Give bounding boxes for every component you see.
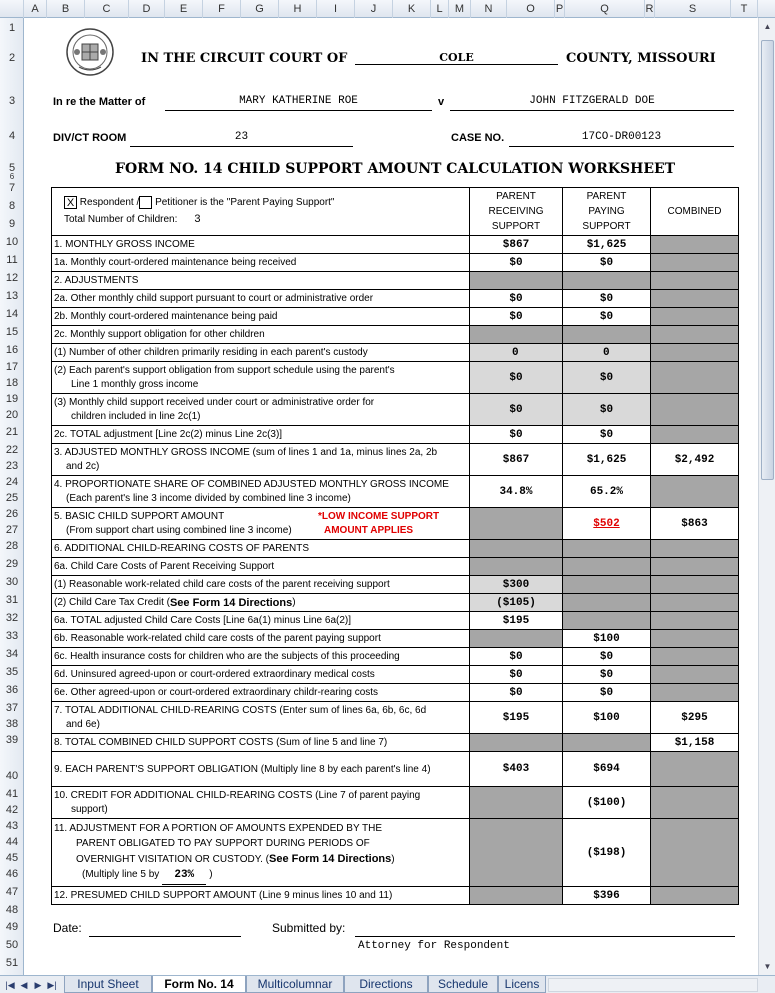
line-2c3-receiving[interactable]: $0	[470, 394, 563, 425]
col-header-k[interactable]: K	[393, 0, 431, 18]
table-row	[52, 272, 739, 290]
combined-gray-cell	[651, 272, 739, 289]
case-no-label: CASE NO.	[451, 132, 505, 144]
column-header-bar	[0, 0, 775, 18]
table-row	[52, 702, 739, 734]
line-11-multiply-close: )	[209, 869, 213, 880]
line-2c-total-receiving[interactable]: $0	[470, 426, 563, 443]
combined-gray-cell	[651, 887, 739, 904]
missouri-seal-icon	[65, 27, 115, 77]
line-1-paying[interactable]: $1,625	[563, 236, 651, 253]
row-header[interactable]: 39	[5, 734, 19, 746]
combined-gray-cell	[651, 236, 739, 253]
combined-header: COMBINED	[651, 188, 739, 235]
row-header[interactable]: 7	[8, 182, 16, 194]
table-row	[52, 444, 739, 476]
row-header[interactable]: 43	[5, 820, 19, 832]
paying-gray-cell	[563, 272, 651, 289]
line-6a2-close: )	[292, 597, 296, 608]
receiving-gray-cell	[470, 540, 563, 557]
row-header[interactable]: 18	[5, 377, 19, 389]
col-header-f[interactable]: F	[203, 0, 241, 18]
calculation-table	[51, 187, 739, 905]
col-header-e[interactable]: E	[165, 0, 203, 18]
line-12-paying[interactable]: $396	[563, 887, 651, 904]
table-row	[52, 236, 739, 254]
line-4-paying[interactable]: 65.2%	[563, 476, 651, 507]
submitted-by-field[interactable]	[355, 924, 735, 937]
row-header[interactable]: 4	[8, 130, 16, 142]
scroll-down-icon[interactable]: ▼	[763, 962, 772, 971]
court-title: IN THE CIRCUIT COURT OF	[141, 51, 348, 66]
line-11-paying[interactable]: ($198)	[563, 819, 651, 886]
row-header[interactable]: 19	[5, 393, 19, 405]
col-header-d[interactable]: D	[129, 0, 165, 18]
combined-gray-cell	[651, 290, 739, 307]
line-4-receiving[interactable]: 34.8%	[470, 476, 563, 507]
respondent-checkbox[interactable]: X	[64, 196, 77, 209]
col-header-m[interactable]: M	[449, 0, 471, 18]
row-header[interactable]: 25	[5, 492, 19, 504]
row-header[interactable]: 23	[5, 460, 19, 472]
col-header-i[interactable]: I	[317, 0, 355, 18]
line-2c1-receiving[interactable]: 0	[470, 344, 563, 361]
line-1a-desc: 1a. Monthly court-ordered maintenance being received	[52, 254, 470, 271]
col-header-h[interactable]: H	[279, 0, 317, 18]
line-2b-paying[interactable]: $0	[563, 308, 651, 325]
line-2c2-desc: (2) Each parent's support obligation from support schedule using the parent's	[54, 364, 395, 376]
line-1-desc: 1. MONTHLY GROSS INCOME	[52, 236, 470, 253]
line-10-desc: 10. CREDIT FOR ADDITIONAL CHILD-REARING COSTS (Line 7 of parent paying	[54, 789, 421, 801]
row-header[interactable]: 16	[5, 344, 19, 356]
row-header[interactable]: 14	[5, 308, 19, 320]
row-header[interactable]: 30	[5, 576, 19, 588]
line-3-combined[interactable]: $2,492	[651, 444, 739, 475]
line-1a-paying[interactable]: $0	[563, 254, 651, 271]
worksheet	[25, 18, 758, 975]
combined-gray-cell	[651, 594, 739, 611]
combined-gray-cell	[651, 540, 739, 557]
table-row	[52, 630, 739, 648]
line-8-desc: 8. TOTAL COMBINED CHILD SUPPORT COSTS (Sum of line 5 and line 7)	[52, 734, 470, 751]
line-2c1-desc: (1) Number of other children primarily residing in each parent's custody	[52, 344, 470, 361]
row-header[interactable]: 32	[5, 612, 19, 624]
tab-directions[interactable]: Directions	[344, 976, 428, 993]
row-header[interactable]: 46	[5, 868, 19, 880]
table-row	[52, 344, 739, 362]
petitioner-checkbox[interactable]	[139, 196, 152, 209]
line-8-combined[interactable]: $1,158	[651, 734, 739, 751]
children-count[interactable]: 3	[194, 214, 201, 226]
combined-gray-cell	[651, 326, 739, 343]
tab-input-sheet[interactable]: Input Sheet	[64, 976, 152, 993]
row-header[interactable]: 31	[5, 594, 19, 606]
line-2-desc: 2. ADJUSTMENTS	[52, 272, 470, 289]
line-2c2-desc-cont: Line 1 monthly gross income	[71, 378, 199, 390]
line-6a1-receiving[interactable]: $300	[470, 576, 563, 593]
row-header[interactable]: 45	[5, 852, 19, 864]
paying-gray-cell	[563, 558, 651, 575]
table-row	[52, 254, 739, 272]
submitted-by-label: Submitted by:	[272, 921, 346, 935]
parent-paying-header: PARENT PAYING SUPPORT	[563, 188, 651, 235]
line-6c-paying[interactable]: $0	[563, 648, 651, 665]
table-row	[52, 394, 739, 426]
row-header[interactable]: 8	[8, 200, 16, 212]
table-row	[52, 752, 739, 787]
col-header-r[interactable]: R	[645, 0, 655, 18]
combined-gray-cell	[651, 362, 739, 393]
row-header[interactable]: 42	[5, 804, 19, 816]
col-header-g[interactable]: G	[241, 0, 279, 18]
row-header[interactable]: 3	[8, 95, 16, 107]
line-4-desc: 4. PROPORTIONATE SHARE OF COMBINED ADJUSTED MONTHLY GROSS INCOME	[54, 478, 449, 490]
line-2a-paying[interactable]: $0	[563, 290, 651, 307]
table-row	[52, 362, 739, 394]
row-header[interactable]: 28	[5, 540, 19, 552]
table-row	[52, 612, 739, 630]
tab-form-no-14[interactable]: Form No. 14	[152, 976, 246, 993]
receiving-gray-cell	[470, 630, 563, 647]
line-2c-total-paying[interactable]: $0	[563, 426, 651, 443]
col-header-p[interactable]: P	[555, 0, 565, 18]
parent-receiving-header: PARENT RECEIVING SUPPORT	[470, 188, 563, 235]
receiving-gray-cell	[470, 734, 563, 751]
line-3-receiving[interactable]: $867	[470, 444, 563, 475]
table-header-row	[52, 188, 739, 236]
row-header[interactable]: 51	[5, 957, 19, 969]
table-row	[52, 684, 739, 702]
paying-gray-cell	[563, 326, 651, 343]
line-11-desc-cont2: OVERNIGHT VISITATION OR CUSTODY. (	[76, 853, 269, 865]
table-row	[52, 887, 739, 905]
table-row	[52, 819, 739, 887]
row-header[interactable]: 9	[8, 218, 16, 230]
combined-gray-cell	[651, 558, 739, 575]
div-room-field[interactable]: 23	[130, 131, 353, 147]
table-row	[52, 787, 739, 819]
combined-gray-cell	[651, 666, 739, 683]
combined-gray-cell	[651, 684, 739, 701]
line-6a2-directions: See Form 14 Directions	[169, 596, 293, 609]
line-5-combined[interactable]: $863	[651, 508, 739, 539]
versus-label: v	[438, 96, 445, 108]
next-sheet-icon[interactable]: ▶	[34, 980, 42, 990]
sheet-tab-bar	[0, 975, 775, 993]
select-all-corner[interactable]	[0, 0, 24, 18]
receiving-gray-cell	[470, 887, 563, 904]
row-header[interactable]: 47	[5, 886, 19, 898]
combined-gray-cell	[651, 612, 739, 629]
combined-gray-cell	[651, 344, 739, 361]
line-7-desc-cont: and 6e)	[66, 718, 100, 730]
table-row	[52, 734, 739, 752]
line-2b-receiving[interactable]: $0	[470, 308, 563, 325]
line-3-desc: 3. ADJUSTED MONTHLY GROSS INCOME (sum of lines 1 and 1a, minus lines 2a, 2b	[54, 446, 438, 458]
line-7-desc: 7. TOTAL ADDITIONAL CHILD-REARING COSTS (Enter sum of lines 6a, 6b, 6c, 6d	[54, 704, 427, 716]
row-header[interactable]: 34	[5, 648, 19, 660]
line-6d-receiving[interactable]: $0	[470, 666, 563, 683]
line-6e-paying[interactable]: $0	[563, 684, 651, 701]
low-income-note: *LOW INCOME SUPPORT	[318, 510, 440, 522]
line-2c2-receiving[interactable]: $0	[470, 362, 563, 393]
row-header[interactable]: 27	[5, 524, 19, 536]
line-6a1-desc: (1) Reasonable work-related child care costs of the parent receiving support	[52, 576, 470, 593]
vertical-scrollbar[interactable]	[758, 18, 775, 976]
line-6a-total-desc: 6a. TOTAL adjusted Child Care Costs [Line 6a(1) minus Line 6a(2)]	[52, 612, 470, 629]
row-header[interactable]: 36	[5, 684, 19, 696]
line-2c2-paying[interactable]: $0	[563, 362, 651, 393]
col-header-b[interactable]: B	[47, 0, 85, 18]
combined-gray-cell	[651, 752, 739, 786]
line-6c-receiving[interactable]: $0	[470, 648, 563, 665]
combined-gray-cell	[651, 787, 739, 818]
line-11-multiply-label: (Multiply line 5 by	[82, 869, 160, 880]
paying-gray-cell	[563, 734, 651, 751]
line-11-desc-cont: PARENT OBLIGATED TO PAY SUPPORT DURING PERIODS OF	[76, 838, 370, 849]
table-row	[52, 508, 739, 540]
in-re-label: In re the Matter of	[53, 96, 146, 108]
line-10-paying[interactable]: ($100)	[563, 787, 651, 818]
line-2c1-paying[interactable]: 0	[563, 344, 651, 361]
line-5-desc: 5. BASIC CHILD SUPPORT AMOUNT	[54, 510, 225, 522]
line-6-desc: 6. ADDITIONAL CHILD-REARING COSTS OF PARENTS	[52, 540, 470, 557]
first-sheet-icon[interactable]: |◀	[5, 980, 15, 990]
paying-gray-cell	[563, 594, 651, 611]
paying-gray-cell	[563, 612, 651, 629]
line-6c-desc: 6c. Health insurance costs for children who are the subjects of this proceeding	[52, 648, 470, 665]
row-header[interactable]: 29	[5, 558, 19, 570]
form-title: FORM NO. 14 CHILD SUPPORT AMOUNT CALCULATION WORKSHEET	[115, 161, 676, 177]
row-header[interactable]: 11	[6, 254, 18, 266]
line-6a2-desc: (2) Child Care Tax Credit (	[54, 597, 170, 608]
low-income-note-cont: AMOUNT APPLIES	[324, 524, 414, 536]
line-2c3-desc-cont: children included in line 2c(1)	[71, 410, 201, 422]
col-header-l[interactable]: L	[431, 0, 449, 18]
line-11-desc: 11. ADJUSTMENT FOR A PORTION OF AMOUNTS EXPENDED BY THE	[54, 822, 383, 834]
combined-gray-cell	[651, 254, 739, 271]
row-header[interactable]: 41	[5, 788, 19, 800]
combined-gray-cell	[651, 576, 739, 593]
scrollbar-thumb[interactable]	[761, 40, 774, 480]
line-6a-desc: 6a. Child Care Costs of Parent Receiving Support	[52, 558, 470, 575]
receiving-gray-cell	[470, 787, 563, 818]
row-header[interactable]: 44	[5, 836, 19, 848]
col-header-n[interactable]: N	[471, 0, 507, 18]
paying-gray-cell	[563, 540, 651, 557]
row-header[interactable]: 33	[5, 630, 19, 642]
line-7-combined[interactable]: $295	[651, 702, 739, 733]
row-header[interactable]: 24	[5, 476, 19, 488]
receiving-gray-cell	[470, 508, 563, 539]
line-6e-receiving[interactable]: $0	[470, 684, 563, 701]
col-header-q[interactable]: Q	[565, 0, 645, 18]
line-2c3-desc: (3) Monthly child support received under court or administrative order for	[54, 396, 375, 408]
tab-schedule[interactable]: Schedule	[428, 976, 498, 993]
row-header[interactable]: 17	[5, 361, 19, 373]
row-header[interactable]: 37	[5, 702, 19, 714]
table-row	[52, 648, 739, 666]
receiving-gray-cell	[470, 272, 563, 289]
line-11-percent[interactable]: 23%	[162, 868, 206, 885]
respondent-label: Respondent /	[79, 197, 140, 208]
respondent-name[interactable]: JOHN FITZGERALD DOE	[450, 95, 734, 111]
scroll-up-icon[interactable]: ▲	[763, 22, 772, 31]
line-5-paying[interactable]: $502	[563, 508, 651, 539]
row-header[interactable]: 22	[5, 444, 19, 456]
line-10-desc-cont: support)	[71, 803, 108, 815]
row-header[interactable]: 35	[5, 666, 19, 678]
line-9-receiving[interactable]: $403	[470, 752, 563, 786]
table-row	[52, 576, 739, 594]
line-6d-paying[interactable]: $0	[563, 666, 651, 683]
line-11-directions: See Form 14 Directions	[269, 852, 392, 865]
row-header[interactable]: 5	[8, 162, 16, 174]
line-6d-desc: 6d. Uninsured agreed-upon or court-ordered extraordinary medical costs	[52, 666, 470, 683]
row-header[interactable]: 10	[5, 236, 19, 248]
line-7-receiving[interactable]: $195	[470, 702, 563, 733]
combined-gray-cell	[651, 426, 739, 443]
line-12-desc: 12. PRESUMED CHILD SUPPORT AMOUNT (Line 9 minus lines 10 and 11)	[52, 887, 470, 904]
prev-sheet-icon[interactable]: ◀	[20, 980, 28, 990]
children-label: Total Number of Children:	[64, 214, 178, 225]
line-9-desc: 9. EACH PARENT'S SUPPORT OBLIGATION (Multiply line 8 by each parent's line 4)	[52, 752, 470, 786]
row-header[interactable]: 48	[5, 904, 19, 916]
row-header[interactable]: 6	[9, 172, 15, 181]
line-2c3-paying[interactable]: $0	[563, 394, 651, 425]
line-6a2-receiving[interactable]: ($105)	[470, 594, 563, 611]
row-header[interactable]: 50	[5, 939, 19, 951]
table-row	[52, 426, 739, 444]
line-11-close: )	[391, 853, 395, 865]
col-header-a[interactable]: A	[24, 0, 47, 18]
row-header[interactable]: 12	[5, 272, 19, 284]
combined-gray-cell	[651, 308, 739, 325]
receiving-gray-cell	[470, 819, 563, 886]
line-6b-desc: 6b. Reasonable work-related child care costs of the parent paying support	[52, 630, 470, 647]
line-6b-paying[interactable]: $100	[563, 630, 651, 647]
row-header[interactable]: 26	[5, 508, 19, 520]
petitioner-name[interactable]: MARY KATHERINE ROE	[165, 95, 432, 111]
line-2c-desc: 2c. Monthly support obligation for other children	[52, 326, 470, 343]
combined-gray-cell	[651, 630, 739, 647]
row-header[interactable]: 1	[8, 22, 16, 34]
row-header[interactable]: 49	[5, 921, 19, 933]
tab-license[interactable]: Licens	[498, 976, 546, 993]
col-header-c[interactable]: C	[85, 0, 129, 18]
combined-gray-cell	[651, 819, 739, 886]
table-row	[52, 290, 739, 308]
row-header-bar	[0, 18, 24, 976]
combined-gray-cell	[651, 476, 739, 507]
table-row	[52, 326, 739, 344]
row-header[interactable]: 15	[5, 326, 19, 338]
table-row	[52, 308, 739, 326]
line-2c-total-desc: 2c. TOTAL adjustment [Line 2c(2) minus Line 2c(3)]	[52, 426, 470, 443]
line-4-desc-cont: (Each parent's line 3 income divided by combined line 3 income)	[66, 492, 351, 504]
table-row	[52, 594, 739, 612]
line-1-receiving[interactable]: $867	[470, 236, 563, 253]
receiving-gray-cell	[470, 326, 563, 343]
combined-gray-cell	[651, 648, 739, 665]
line-5-desc-cont: (From support chart using combined line 3 income)	[66, 524, 292, 536]
col-header-s[interactable]: S	[655, 0, 731, 18]
row-header[interactable]: 38	[5, 718, 19, 730]
row-header[interactable]: 21	[5, 426, 19, 438]
line-2a-receiving[interactable]: $0	[470, 290, 563, 307]
col-header-o[interactable]: O	[507, 0, 555, 18]
row-header[interactable]: 2	[8, 52, 16, 64]
table-row	[52, 540, 739, 558]
county-field[interactable]: COLE	[355, 51, 558, 65]
line-6e-desc: 6e. Other agreed-upon or court-ordered extraordinary childr-rearing costs	[52, 684, 470, 701]
attorney-label: Attorney for Respondent	[358, 940, 510, 952]
tab-multicolumnar[interactable]: Multicolumnar	[246, 976, 344, 993]
line-1a-receiving[interactable]: $0	[470, 254, 563, 271]
col-header-t[interactable]: T	[731, 0, 758, 18]
line-2a-desc: 2a. Other monthly child support pursuant to court or administrative order	[52, 290, 470, 307]
table-row	[52, 666, 739, 684]
table-row	[52, 476, 739, 508]
line-7-paying[interactable]: $100	[563, 702, 651, 733]
line-3-paying[interactable]: $1,625	[563, 444, 651, 475]
row-header[interactable]: 20	[5, 409, 19, 421]
case-no-field[interactable]: 17CO-DR00123	[509, 131, 734, 147]
date-label: Date:	[53, 921, 82, 935]
county-suffix: COUNTY, MISSOURI	[566, 51, 716, 66]
date-field[interactable]	[89, 924, 241, 937]
line-2b-desc: 2b. Monthly court-ordered maintenance being paid	[52, 308, 470, 325]
col-header-j[interactable]: J	[355, 0, 393, 18]
combined-gray-cell	[651, 394, 739, 425]
paying-gray-cell	[563, 576, 651, 593]
div-room-label: DIV/CT ROOM	[53, 132, 127, 144]
horizontal-scrollbar[interactable]	[548, 978, 758, 992]
petitioner-label: Petitioner is the "Parent Paying Support"	[155, 197, 335, 208]
receiving-gray-cell	[470, 558, 563, 575]
line-6a-total-receiving[interactable]: $195	[470, 612, 563, 629]
table-row	[52, 558, 739, 576]
line-9-paying[interactable]: $694	[563, 752, 651, 786]
row-header[interactable]: 40	[5, 770, 19, 782]
last-sheet-icon[interactable]: ▶|	[47, 980, 57, 990]
row-header[interactable]: 13	[5, 290, 19, 302]
line-3-desc-cont: and 2c)	[66, 460, 100, 472]
